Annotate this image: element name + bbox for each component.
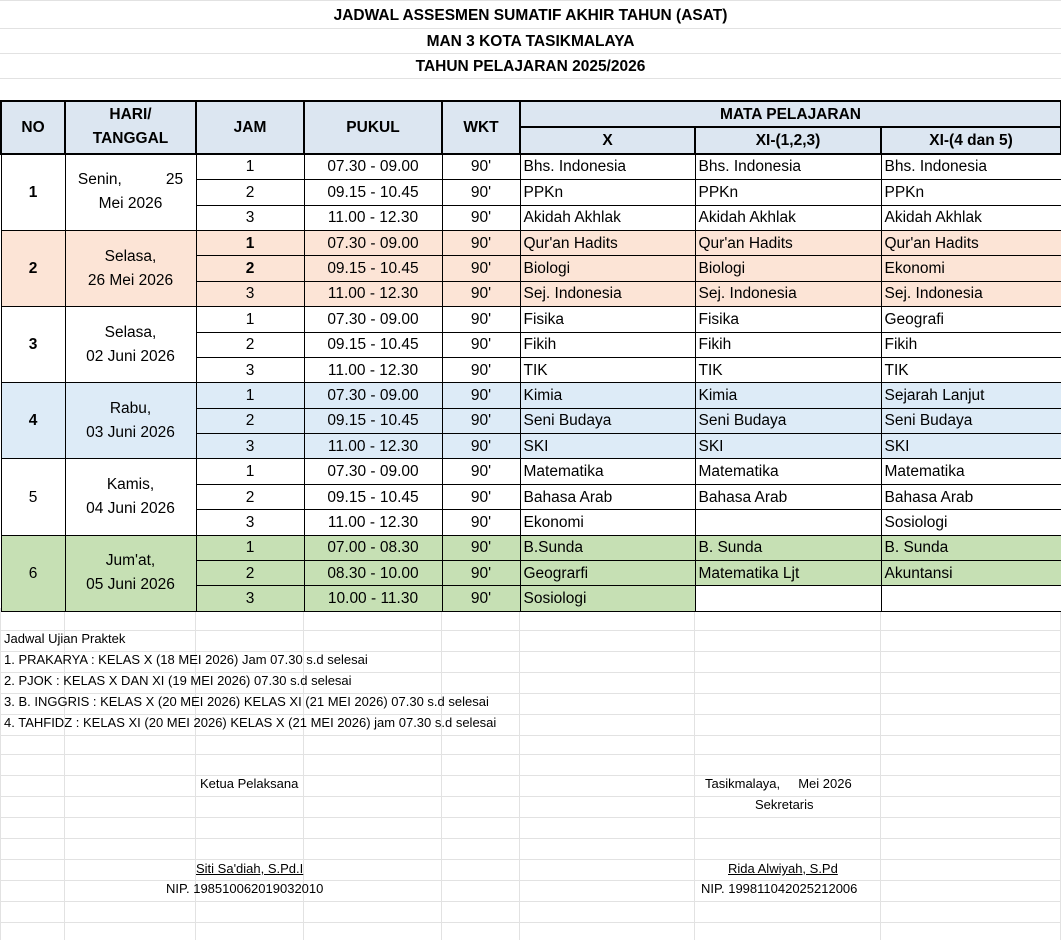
subject-xi-b-cell: Akidah Akhlak (881, 205, 1061, 230)
schedule-body (1, 101, 1061, 611)
wkt-cell: 90' (442, 383, 520, 408)
col-header-no: NO (1, 101, 65, 154)
wkt-cell: 90' (442, 484, 520, 509)
subject-x-cell: PPKn (520, 180, 695, 205)
wkt-cell: 90' (442, 408, 520, 433)
subject-xi-a-cell: TIK (695, 357, 881, 382)
jam-cell: 3 (196, 357, 304, 382)
wkt-cell: 90' (442, 281, 520, 306)
place-date: Tasikmalaya, Mei 2026 (705, 776, 852, 791)
day-date: 03 Juni 2026 (86, 423, 175, 441)
col-header-day-line2: TANGGAL (92, 130, 169, 148)
jam-cell: 2 (196, 180, 304, 205)
practice-item: 4. TAHFIDZ : KELAS XI (20 MEI 2026) KELAS X (21 MEI 2026) jam 07.30 s.d selesai (4, 715, 497, 730)
subject-xi-b-cell: SKI (881, 434, 1061, 459)
day-date-cell (65, 535, 196, 611)
schedule-row (1, 383, 1061, 408)
day-date-cell (65, 154, 196, 231)
wkt-cell: 90' (442, 434, 520, 459)
wkt-cell: 90' (442, 205, 520, 230)
schedule-row (1, 535, 1061, 560)
jam-cell: 3 (196, 434, 304, 459)
subject-xi-b-cell: Seni Budaya (881, 408, 1061, 433)
day-date-cell (65, 459, 196, 535)
day-date: 04 Juni 2026 (86, 500, 175, 518)
jam-cell: 3 (196, 205, 304, 230)
wkt-cell: 90' (442, 154, 520, 180)
document-title: JADWAL ASSESMEN SUMATIF AKHIR TAHUN (ASAT) (333, 7, 728, 24)
wkt-cell: 90' (442, 586, 520, 611)
subject-xi-a-cell: SKI (695, 434, 881, 459)
wkt-cell: 90' (442, 357, 520, 382)
wkt-cell: 90' (442, 510, 520, 535)
subject-xi-b-cell: Sejarah Lanjut (881, 383, 1061, 408)
subject-x-cell: Fikih (520, 332, 695, 357)
subject-xi-b-cell: Sosiologi (881, 510, 1061, 535)
jam-cell: 3 (196, 510, 304, 535)
subject-xi-b-cell: PPKn (881, 180, 1061, 205)
jam-cell: 1 (196, 383, 304, 408)
subject-x-cell: Fisika (520, 307, 695, 332)
jam-cell: 3 (196, 586, 304, 611)
wkt-cell: 90' (442, 535, 520, 560)
subject-xi-a-cell: Seni Budaya (695, 408, 881, 433)
jam-cell: 2 (196, 332, 304, 357)
subject-xi-b-cell: Geografi (881, 307, 1061, 332)
pukul-cell: 09.15 - 10.45 (304, 408, 442, 433)
col-header-day (65, 101, 196, 154)
col-header-pukul: PUKUL (304, 101, 442, 154)
practice-item: 1. PRAKARYA : KELAS X (18 MEI 2026) Jam 07.30 s.d selesai (4, 652, 368, 667)
day-number-cell: 4 (1, 383, 65, 459)
subject-x-cell: Bhs. Indonesia (520, 154, 695, 180)
jam-cell: 2 (196, 408, 304, 433)
pukul-cell: 11.00 - 12.30 (304, 281, 442, 306)
pukul-cell: 07.30 - 09.00 (304, 383, 442, 408)
subject-x-cell: B.Sunda (520, 535, 695, 560)
wkt-cell: 90' (442, 307, 520, 332)
day-date: 26 Mei 2026 (87, 271, 174, 289)
subject-xi-b-cell: Fikih (881, 332, 1061, 357)
academic-year: TAHUN PELAJARAN 2025/2026 (415, 58, 646, 75)
jam-cell: 1 (196, 535, 304, 560)
wkt-cell: 90' (442, 561, 520, 586)
practice-item: 3. B. INGGRIS : KELAS X (20 MEI 2026) KELAS XI (21 MEI 2026) 07.30 s.d selesai (4, 694, 489, 709)
pukul-cell: 11.00 - 12.30 (304, 510, 442, 535)
schedule-row (1, 307, 1061, 332)
subject-xi-a-cell: Bahasa Arab (695, 484, 881, 509)
day-name: Kamis, (106, 476, 155, 494)
right-signer-name: Rida Alwiyah, S.Pd (728, 861, 838, 876)
right-signer-role: Sekretaris (755, 797, 814, 812)
wkt-cell: 90' (442, 180, 520, 205)
subject-x-cell: Seni Budaya (520, 408, 695, 433)
subject-x-cell: Kimia (520, 383, 695, 408)
left-signer-name: Siti Sa'diah, S.Pd.I (196, 861, 304, 876)
day-date: 05 Juni 2026 (86, 576, 175, 594)
pukul-cell: 11.00 - 12.30 (304, 205, 442, 230)
pukul-cell: 09.15 - 10.45 (304, 256, 442, 281)
practice-title: Jadwal Ujian Praktek (4, 631, 126, 646)
jam-cell: 3 (196, 281, 304, 306)
pukul-cell: 07.30 - 09.00 (304, 459, 442, 484)
subject-xi-b-cell: Sej. Indonesia (881, 281, 1061, 306)
day-date-cell (65, 383, 196, 459)
day-name: Jum'at, (105, 552, 156, 570)
left-signer-nip: NIP. 198510062019032010 (166, 881, 324, 896)
col-header-day-line1: HARI/ (109, 106, 152, 124)
subject-xi-b-cell: Matematika (881, 459, 1061, 484)
subject-xi-b-cell: Bhs. Indonesia (881, 154, 1061, 180)
subject-xi-a-cell: Qur'an Hadits (695, 230, 881, 255)
pukul-cell: 09.15 - 10.45 (304, 484, 442, 509)
subject-xi-b-cell: TIK (881, 357, 1061, 382)
pukul-cell: 11.00 - 12.30 (304, 357, 442, 382)
day-date-month: Mei 2026 (98, 195, 163, 213)
day-number-cell: 5 (1, 459, 65, 535)
schedule-row (1, 459, 1061, 484)
wkt-cell: 90' (442, 256, 520, 281)
col-header-wkt: WKT (442, 101, 520, 154)
day-name: Selasa, (104, 323, 157, 341)
header-row-1 (1, 101, 1061, 127)
day-date-cell (65, 230, 196, 306)
subject-xi-a-cell (695, 510, 881, 535)
subject-x-cell: Geograrfi (520, 561, 695, 586)
subject-x-cell: Akidah Akhlak (520, 205, 695, 230)
jam-cell: 2 (196, 256, 304, 281)
col-header-xi-a: XI-(1,2,3) (695, 127, 881, 153)
day-date-number: 25 (165, 171, 184, 189)
subject-x-cell: Sej. Indonesia (520, 281, 695, 306)
subject-xi-a-cell (695, 586, 881, 611)
left-signer-role: Ketua Pelaksana (200, 776, 299, 791)
wkt-cell: 90' (442, 459, 520, 484)
subject-xi-b-cell: Qur'an Hadits (881, 230, 1061, 255)
day-name: Selasa, (104, 247, 157, 265)
jam-cell: 1 (196, 307, 304, 332)
subject-xi-b-cell: Bahasa Arab (881, 484, 1061, 509)
jam-cell: 2 (196, 484, 304, 509)
subject-x-cell: TIK (520, 357, 695, 382)
jam-cell: 1 (196, 154, 304, 180)
exam-schedule-table (0, 100, 1061, 612)
subject-x-cell: Ekonomi (520, 510, 695, 535)
subject-x-cell: Bahasa Arab (520, 484, 695, 509)
pukul-cell: 07.30 - 09.00 (304, 230, 442, 255)
jam-cell: 2 (196, 561, 304, 586)
jam-cell: 1 (196, 459, 304, 484)
subject-xi-a-cell: Fisika (695, 307, 881, 332)
subject-xi-a-cell: Akidah Akhlak (695, 205, 881, 230)
day-number-cell: 2 (1, 230, 65, 306)
pukul-cell: 09.15 - 10.45 (304, 332, 442, 357)
subject-x-cell: Sosiologi (520, 586, 695, 611)
day-number-cell: 1 (1, 154, 65, 231)
subject-x-cell: Qur'an Hadits (520, 230, 695, 255)
subject-x-cell: Biologi (520, 256, 695, 281)
subject-xi-a-cell: Biologi (695, 256, 881, 281)
jam-cell: 1 (196, 230, 304, 255)
col-header-xi-b: XI-(4 dan 5) (881, 127, 1061, 153)
school-name: MAN 3 KOTA TASIKMALAYA (426, 33, 635, 50)
pukul-cell: 07.00 - 08.30 (304, 535, 442, 560)
pukul-cell: 10.00 - 11.30 (304, 586, 442, 611)
col-header-jam: JAM (196, 101, 304, 154)
subject-xi-a-cell: PPKn (695, 180, 881, 205)
pukul-cell: 09.15 - 10.45 (304, 180, 442, 205)
col-header-x: X (520, 127, 695, 153)
day-name: Rabu, (109, 399, 152, 417)
wkt-cell: 90' (442, 332, 520, 357)
day-name: Senin, (77, 171, 122, 189)
wkt-cell: 90' (442, 230, 520, 255)
subject-xi-a-cell: Fikih (695, 332, 881, 357)
day-date: 02 Juni 2026 (86, 347, 175, 365)
subject-x-cell: Matematika (520, 459, 695, 484)
subject-xi-b-cell (881, 586, 1061, 611)
pukul-cell: 08.30 - 10.00 (304, 561, 442, 586)
subject-xi-b-cell: Akuntansi (881, 561, 1061, 586)
subject-xi-b-cell: Ekonomi (881, 256, 1061, 281)
schedule-row (1, 154, 1061, 180)
pukul-cell: 07.30 - 09.00 (304, 307, 442, 332)
right-signer-nip: NIP. 199811042025212006 (701, 881, 858, 896)
day-number-cell: 6 (1, 535, 65, 611)
subject-xi-a-cell: Matematika Ljt (695, 561, 881, 586)
col-header-mapel: MATA PELAJARAN (520, 101, 1061, 127)
day-date-cell (65, 307, 196, 383)
subject-xi-a-cell: Sej. Indonesia (695, 281, 881, 306)
subject-xi-a-cell: Matematika (695, 459, 881, 484)
subject-xi-a-cell: Bhs. Indonesia (695, 154, 881, 180)
subject-xi-a-cell: Kimia (695, 383, 881, 408)
subject-xi-a-cell: B. Sunda (695, 535, 881, 560)
day-number-cell: 3 (1, 307, 65, 383)
pukul-cell: 07.30 - 09.00 (304, 154, 442, 180)
subject-x-cell: SKI (520, 434, 695, 459)
subject-xi-b-cell: B. Sunda (881, 535, 1061, 560)
practice-item: 2. PJOK : KELAS X DAN XI (19 MEI 2026) 07.30 s.d selesai (4, 673, 352, 688)
pukul-cell: 11.00 - 12.30 (304, 434, 442, 459)
schedule-row (1, 230, 1061, 255)
